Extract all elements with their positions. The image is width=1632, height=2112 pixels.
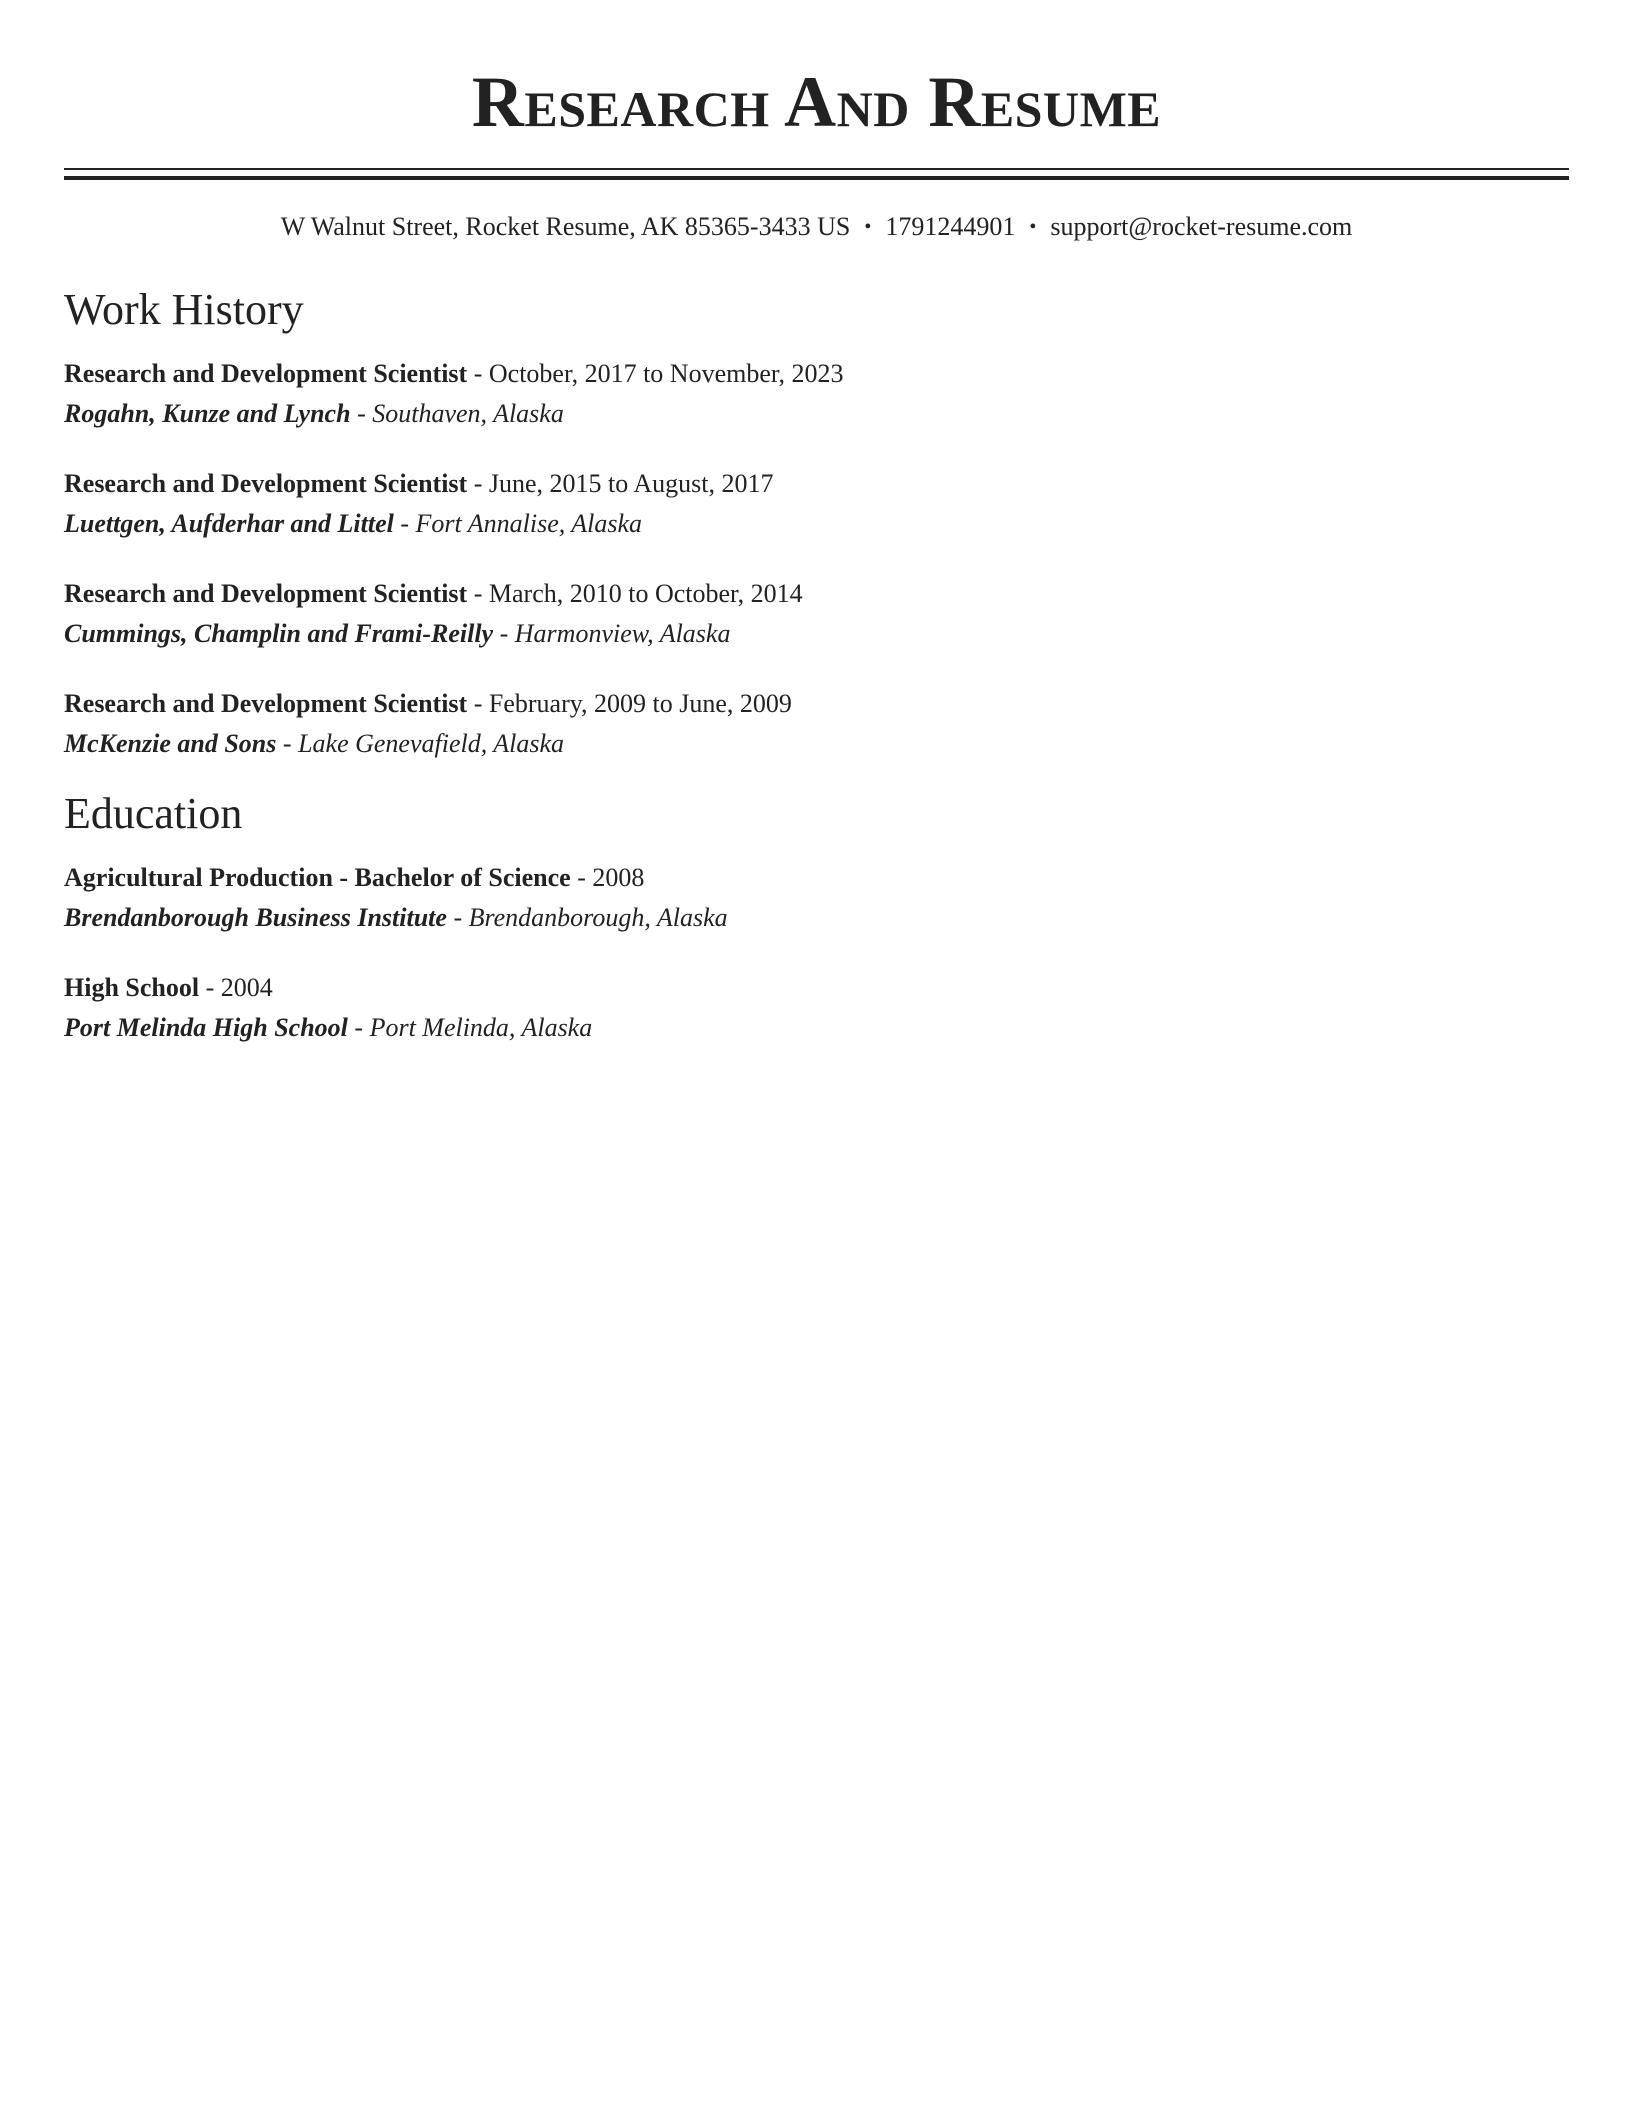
work-entry-title-line [64, 354, 1569, 394]
work-entry-title-line [64, 684, 1569, 724]
dash: - [499, 619, 509, 648]
work-entry [64, 354, 1569, 434]
dash: - [577, 863, 586, 892]
education-entry-school-line [64, 898, 1569, 938]
work-entry [64, 684, 1569, 764]
work-entry-company-line [64, 724, 1569, 764]
work-entry [64, 464, 1569, 544]
job-location: Fort Annalise, Alaska [415, 509, 643, 538]
education-heading: Education [64, 789, 243, 838]
graduation-year: 2004 [220, 973, 273, 1002]
dash: - [473, 579, 483, 608]
title-divider-thin [64, 168, 1569, 170]
job-location: Harmonview, Alaska [514, 619, 731, 648]
work-entry-title-line [64, 464, 1569, 504]
job-dates: February, 2009 to June, 2009 [488, 689, 792, 718]
work-entry [64, 574, 1569, 654]
school-location: Port Melinda, Alaska [369, 1013, 593, 1042]
dash: - [400, 509, 410, 538]
dash: - [473, 469, 483, 498]
education-entry [64, 858, 1569, 938]
job-location: Lake Genevafield, Alaska [298, 729, 565, 758]
job-title: Research and Development Scientist [64, 359, 468, 388]
company-name: McKenzie and Sons [64, 729, 277, 758]
school-name: Brendanborough Business Institute [64, 903, 447, 932]
job-title: Research and Development Scientist [64, 689, 468, 718]
job-dates: October, 2017 to November, 2023 [488, 359, 844, 388]
job-location: Southaven, Alaska [372, 399, 564, 428]
job-dates: March, 2010 to October, 2014 [488, 579, 803, 608]
dash: - [453, 903, 463, 932]
school-location: Brendanborough, Alaska [468, 903, 728, 932]
work-entry-company-line [64, 504, 1569, 544]
contact-separator: • [1029, 216, 1037, 238]
education-entry-school-line [64, 1008, 1569, 1048]
dash: - [205, 973, 215, 1002]
contact-phone: 1791244901 [885, 212, 1016, 241]
job-title: Research and Development Scientist [64, 469, 468, 498]
work-history-heading: Work History [64, 285, 304, 334]
education-entry-degree-line [64, 858, 1569, 898]
contact-email: support@rocket-resume.com [1050, 212, 1353, 241]
company-name: Cummings, Champlin and Frami-Reilly [64, 619, 494, 648]
work-entry-company-line [64, 614, 1569, 654]
dash: - [282, 729, 292, 758]
job-title: Research and Development Scientist [64, 579, 468, 608]
degree-name: High School [64, 973, 200, 1002]
company-name: Rogahn, Kunze and Lynch [64, 399, 351, 428]
dash: - [473, 689, 483, 718]
school-name: Port Melinda High School [64, 1013, 348, 1042]
dash: - [473, 359, 483, 388]
education-entry-degree-line [64, 968, 1569, 1008]
contact-separator: • [864, 216, 872, 238]
work-entry-company-line [64, 394, 1569, 434]
company-name: Luettgen, Aufderhar and Littel [64, 509, 394, 538]
resume-title: Research And Resume [471, 62, 1162, 142]
title-divider-thick [64, 176, 1569, 180]
contact-address: W Walnut Street, Rocket Resume, AK 85365-3433 US [280, 212, 851, 241]
resume-page [64, 0, 1569, 1048]
contact-line [64, 210, 1569, 244]
job-dates: June, 2015 to August, 2017 [488, 469, 774, 498]
work-entry-title-line [64, 574, 1569, 614]
dash: - [354, 1013, 364, 1042]
dash: - [357, 399, 366, 428]
graduation-year: 2008 [592, 863, 645, 892]
education-entry [64, 968, 1569, 1048]
degree-name: Agricultural Production - Bachelor of Science [64, 863, 571, 892]
